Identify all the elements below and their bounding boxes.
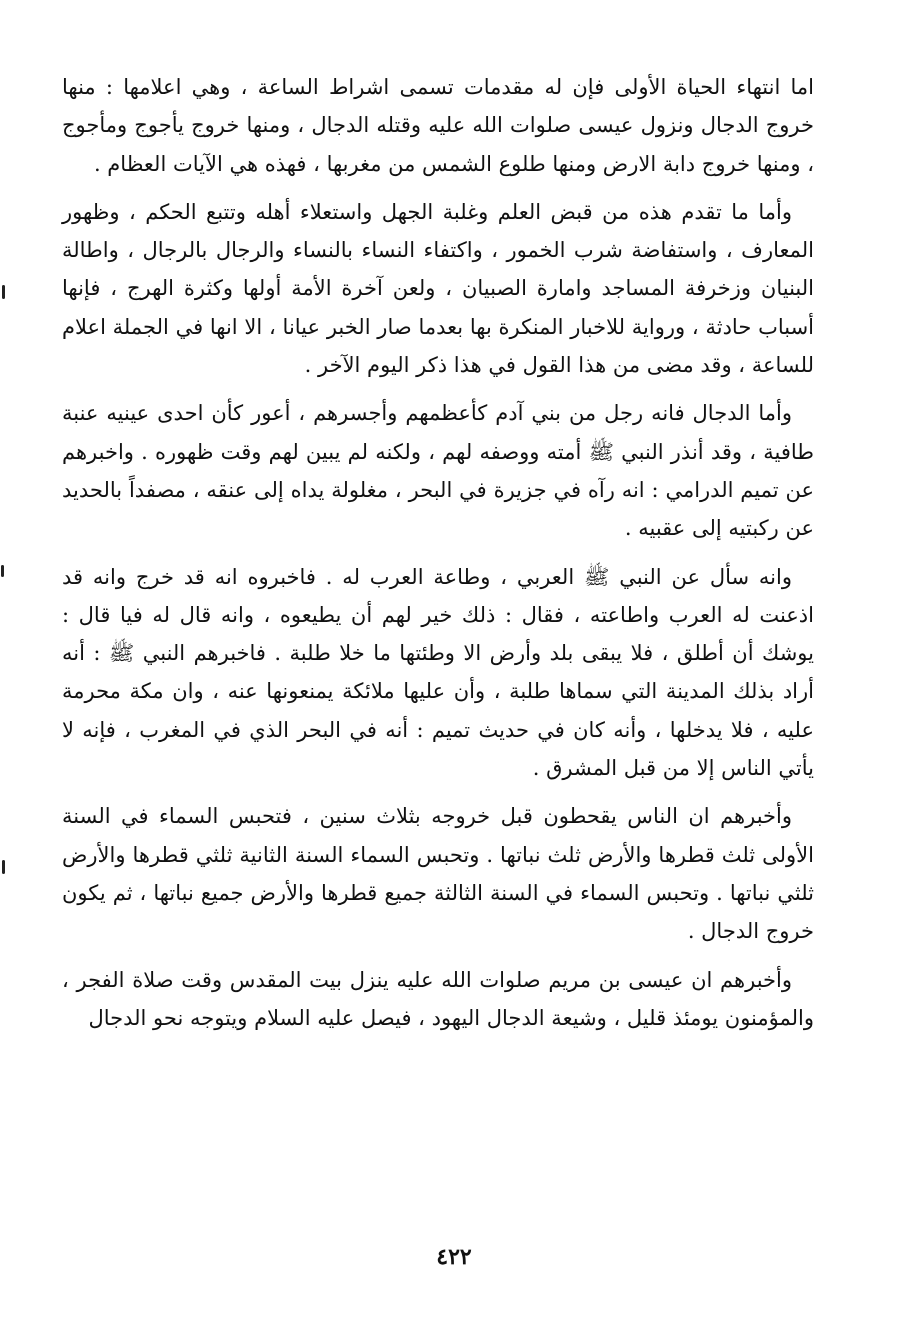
edge-mark [2, 285, 5, 299]
paragraph-dajjal-description: وأما الدجال فانه رجل من بني آدم كأعظمهم وأجسرهم ، أعور كأن احدى عينيه عنبة طافية ، وقد أنذر النبي ﷺ أمته ووصفه لهم ، ولكنه لم يبين لهم وقت ظهوره . واخبرهم عن تميم الدرامي : انه رآه في جزيرة في البحر ، مغلولة يداه إلى عنقه ، مصفداً بالحديد عن ركبتيه إلى عقبيه . [62, 401, 814, 541]
body-text [62, 68, 814, 1047]
page-number: ٤٢٢ [436, 1244, 472, 1270]
paragraph-signs-of-hour: اما انتهاء الحياة الأولى فإن له مقدمات تسمى اشراط الساعة ، وهي اعلامها : منها خروج الدجال ونزول عيسى صلوات الله عليه وقتله الدجال ، ومنها خروج يأجوج ومأجوج ، ومنها خروج دابة الارض ومنها طلوع الشمس من مغربها ، فهذه هي الآيات العظام . [62, 75, 814, 176]
paragraph-tamim-hadith: وانه سأل عن النبي ﷺ العربي ، وطاعة العرب له . فاخبروه انه قد خرج وانه قد اذعنت له العرب واطاعته ، فقال : ذلك خير لهم أن يطيعوه ، وانه قال له فيا قال : يوشك أن أطلق ، فلا يبقى بلد وأرض الا وطئتها ما خلا طلبة . فاخبرهم النبي ﷺ : أنه أراد بذلك المدينة التي سماها طلبة ، وأن عليها ملائكة يمنعونها عنه ، وان مكة محرمة عليه ، فلا يدخلها ، وأنه كان في حديث تميم : أنه في البحر الذي في المغرب ، فإنه لا يأتي الناس إلا من قبل المشرق . [62, 564, 814, 781]
edge-mark [1, 565, 4, 577]
edge-mark [2, 860, 5, 874]
paragraph-drought-years: وأخبرهم ان الناس يقحطون قبل خروجه بثلاث سنين ، فتحبس السماء في السنة الأولى ثلث قطرها والأرض ثلث نباتها . وتحبس السماء السنة الثانية ثلثي قطرها والأرض ثلثي نباتها . وتحبس السماء في السنة الثالثة جميع قطرها والأرض جميع نباتها ، ثم يكون خروج الدجال . [62, 804, 814, 944]
paragraph-minor-signs: وأما ما تقدم هذه من قبض العلم وغلبة الجهل واستعلاء أهله وتتبع الحكم ، وظهور المعارف ، واستفاضة شرب الخمور ، واكتفاء النساء بالنساء والرجال بالرجال ، واطالة البنيان وزخرفة المساجد وامارة الصبيان ، ولعن آخرة الأمة أولها وكثرة الهرج ، فإنها أسباب حادثة ، ورواية للاخبار المنكرة بها بعدما صار الخبر عيانا ، الا انها في الجملة اعلام للساعة ، وقد مضى من هذا القول في هذا ذكر اليوم الآخر . [62, 199, 814, 378]
paragraph-jesus-descent: وأخبرهم ان عيسى بن مريم صلوات الله عليه ينزل بيت المقدس وقت صلاة الفجر ، والمؤمنون يومئذ قليل ، وشيعة الدجال اليهود ، فيصل عليه السلام ويتوجه نحو الدجال [62, 967, 814, 1030]
